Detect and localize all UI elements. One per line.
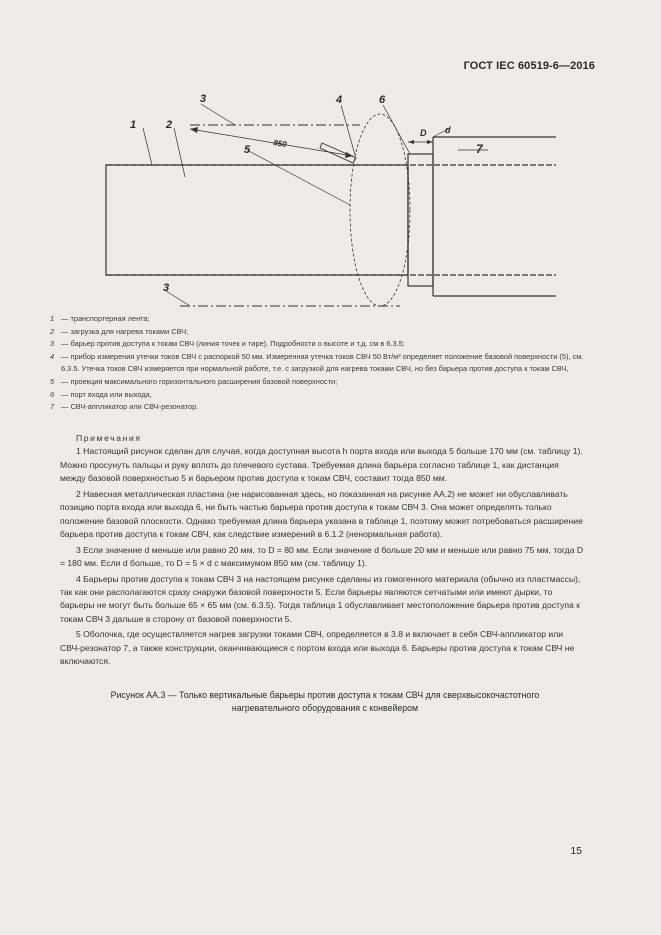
note-paragraph: 1 Настоящий рисунок сделан для случая, когда доступная высота h порта входа или выхода 5 больше 170 мм (см. таблицу 1). Можно просунуть пальцы и руку вплоть до плечевого сустава. Требуемая длина барьера согласно таблице 1, как дистанция между базовой поверхностью 5 и барьером против доступа к токам СВЧ, составит тогда 850 мм. <box>60 446 583 484</box>
legend-item: 3 — барьер против доступа к токам СВЧ (линия точек и тире). Подробности о высоте и т.д. см в 6.3.5; <box>50 339 405 349</box>
label-5: 5 <box>244 144 251 156</box>
caption-line-2: нагревательного оборудования с конвейером <box>231 702 419 713</box>
note-paragraph: 2 Навесная металлическая пластина (не нарисованная здесь, но показанная на рисунке АА.2) не может ни обуславливать позицию порта входа или выхода 6, ни быть частью барьера против доступа к токам СВЧ 3. Она может определять только положение базовой плоскости. Однако требуемая длина барьера указана в таблице 1, поэтому может потребоваться расширение барьера против доступа к токам СВЧ, как следствие измерений в 6.1.2 (ненормальная работа). <box>60 488 583 540</box>
label-4: 4 <box>336 94 343 106</box>
caption-line-1: Рисунок АА.3 — Только вертикальные барьеры против доступа к токам СВЧ для сверхвысокочастотного <box>110 690 540 700</box>
note-paragraph: 4 Барьеры против доступа к токам СВЧ 3 на настоящем рисунке сделаны из гомогенного материала (обычно из пластмассы), так как они располагаются сразу снаружи базовой поверхности 5. Если барьеры являются сетчатыми или имеют дырки, то барьеры не могут быть больше 65 × 65 мм (см. 6.3.5). Тогда таблица 1 обуславливает местоположение барьера против доступа к токам СВЧ 3 дальше в сторону от базовой поверхности 5. <box>60 573 581 624</box>
standard-designation: ГОСТ IEC 60519-6—2016 <box>463 60 595 72</box>
legend-item: 4 — прибор измерения утечки токов СВЧ с распоркой 50 мм. Измеренная утечка токов СВЧ 50 Вт/м² определяет положение базовой поверхности (5), см. 6.3.5. Утечка токов СВЧ измеряется при нормальной работе, т.е. с загрузкой для нагрева токами СВЧ, но без барьера против доступа к токам СВЧ, <box>50 351 584 374</box>
label-3-top: 3 <box>200 93 207 105</box>
legend-item: 5 — проекция максимального горизонтального расширения базовой поверхности; <box>50 376 338 386</box>
page-number: 15 <box>570 845 582 857</box>
legend-item: 1 — транспортерная лента; <box>50 314 150 323</box>
legend-item: 6 — порт входа или выхода, <box>50 389 152 399</box>
conveyor-barrier-diagram <box>0 0 661 312</box>
reference-surface-ellipse <box>350 114 410 306</box>
figure-legend <box>50 313 590 414</box>
notes-title: Примечания <box>76 433 142 443</box>
legend-item: 2 — загрузка для нагрева токами СВЧ; <box>50 326 189 336</box>
label-2: 2 <box>166 119 173 131</box>
label-6: 6 <box>379 94 386 106</box>
label-D: D <box>420 128 427 138</box>
load-body <box>106 165 408 275</box>
note-paragraph: 3 Если значение d меньше или равно 20 мм, то D = 80 мм. Если значение d больше 20 мм и меньше или равно 75 мм, тогда D = 180 мм. Если d больше, то D = 5 × d с максимумом 850 мм (см. таблицу 1). <box>60 544 584 569</box>
note-paragraph: 5 Оболочка, где осуществляется нагрев загрузки токами СВЧ, определяется в 3.8 и включает в себя СВЧ-аппликатор или СВЧ-резонатор 7, а также конструкции, оканчивающиеся с портом входа или выхода 6. Барьеры против доступа к токам СВЧ не включаются. <box>60 629 575 667</box>
label-7: 7 <box>476 142 483 156</box>
figure-caption <box>60 689 590 714</box>
label-d: d <box>445 125 451 135</box>
label-3-bottom: 3 <box>163 282 170 294</box>
port-6 <box>408 154 433 286</box>
notes-section <box>60 432 584 671</box>
legend-item: 7 — СВЧ-аппликатор или СВЧ-резонатор. <box>50 402 199 412</box>
dimension-850: 850 <box>272 138 288 150</box>
label-1: 1 <box>130 119 137 131</box>
